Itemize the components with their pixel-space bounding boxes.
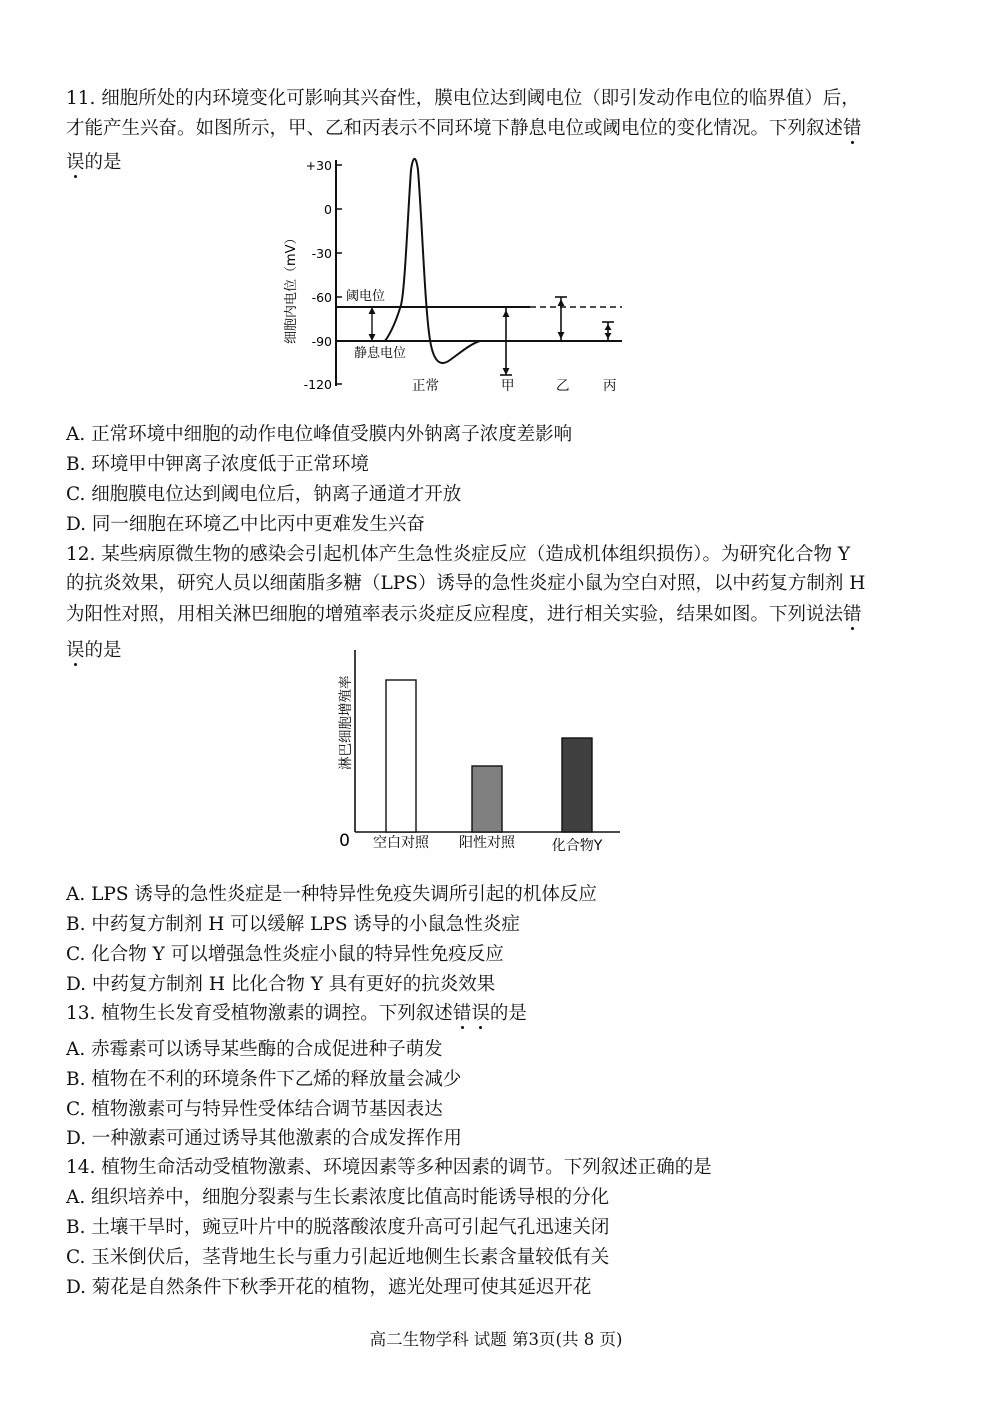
yaxis-label: 细胞内电位（mV）	[284, 231, 299, 344]
category-label: 化合物Y	[551, 838, 603, 854]
emphasis-dot-char: 误	[471, 1003, 490, 1024]
q12-option-b: B. 中药复方制剂 H 可以缓解 LPS 诱导的小鼠急性炎症	[66, 914, 520, 935]
q12-stem-line3: 为阳性对照，用相关淋巴细胞的增殖率表示炎症反应程度，进行相关实验，结果如图。下列说法错	[66, 604, 862, 625]
category-label: 空白对照	[373, 835, 429, 851]
ytick-label: -90	[311, 334, 332, 349]
q11-stem-line2: 才能产生兴奋。如图所示，甲、乙和丙表示不同环境下静息电位或阈电位的变化情况。下列叙述错	[66, 118, 862, 139]
q14-option-c: C. 玉米倒伏后，茎背地生长与重力引起近地侧生长素含量较低有关	[66, 1247, 610, 1268]
q11-option-c: C. 细胞膜电位达到阈电位后，钠离子通道才开放	[66, 484, 462, 505]
q11-option-a: A. 正常环境中细胞的动作电位峰值受膜内外钠离子浓度差影响	[66, 424, 573, 445]
condition-label: 乙	[556, 378, 570, 394]
ytick-label: +30	[305, 158, 332, 173]
q13-option-b: B. 植物在不利的环境条件下乙烯的释放量会减少	[66, 1069, 462, 1090]
emphasis-dot-char: 错	[452, 1003, 472, 1024]
category-label: 阳性对照	[459, 835, 515, 851]
q12-option-d: D. 中药复方制剂 H 比化合物 Y 具有更好的抗炎效果	[66, 974, 496, 995]
q12-stem-line4: 误的是	[66, 640, 122, 661]
q12-option-a: A. LPS 诱导的急性炎症是一种特异性免疫失调所引起的机体反应	[66, 884, 597, 905]
ytick-label: 0	[324, 202, 332, 217]
q13-option-d: D. 一种激素可通过诱导其他激素的合成发挥作用	[66, 1128, 462, 1149]
origin-label: 0	[339, 831, 350, 851]
q12-stem-line2: 的抗炎效果，研究人员以细菌脂多糖（LPS）诱导的急性炎症小鼠为空白对照，以中药复方制剂 H	[66, 573, 866, 594]
ytick-label: -120	[303, 377, 332, 392]
q11-option-d: D. 同一细胞在环境乙中比丙中更难发生兴奋	[66, 514, 425, 535]
condition-label: 甲	[501, 378, 515, 394]
emphasis-dot-char: 错	[843, 604, 862, 625]
q13-option-c: C. 植物激素可与特异性受体结合调节基因表达	[66, 1099, 443, 1120]
ytick-label: -60	[311, 290, 332, 305]
y-axis-label: 淋巴细胞增殖率	[338, 675, 354, 770]
emphasis-dot-char: 误	[66, 152, 85, 173]
ytick-label: -30	[311, 246, 332, 261]
q11-stem-line3: 误的是	[66, 152, 122, 173]
condition-label: 丙	[603, 378, 617, 394]
bar-1	[386, 680, 416, 832]
q13-option-a: A. 赤霉素可以诱导某些酶的合成促进种子萌发	[66, 1039, 443, 1060]
q11-option-b: B. 环境甲中钾离子浓度低于正常环境	[66, 454, 369, 475]
page-footer: 高二生物学科 试题 第3页(共 8 页)	[369, 1330, 623, 1349]
emphasis-dot-char: 错	[843, 118, 862, 139]
q12-stem-line1: 12. 某些病原微生物的感染会引起机体产生急性炎症反应（造成机体组织损伤）。为研究化合物 Y	[66, 544, 851, 565]
threshold-label: 阈电位	[346, 289, 386, 304]
emphasis-dot-char: 误	[66, 640, 85, 661]
q14-option-a: A. 组织培养中，细胞分裂素与生长素浓度比值高时能诱导根的分化	[66, 1187, 610, 1208]
bar-3	[562, 738, 592, 832]
q14-option-b: B. 土壤干旱时，豌豆叶片中的脱落酸浓度升高可引起气孔迅速关闭	[66, 1217, 610, 1238]
q11-stem-line1: 11. 细胞所处的内环境变化可影响其兴奋性，膜电位达到阈电位（即引发动作电位的临界值）后，	[66, 88, 860, 109]
action-potential-curve	[385, 159, 480, 363]
lymphocyte-proliferation-chart	[330, 640, 630, 860]
condition-label: 正常	[412, 378, 439, 394]
membrane-potential-figure	[280, 150, 640, 398]
q14-option-d: D. 菊花是自然条件下秋季开花的植物，遮光处理可使其延迟开花	[66, 1277, 592, 1298]
rest-label: 静息电位	[354, 346, 407, 361]
q12-option-c: C. 化合物 Y 可以增强急性炎症小鼠的特异性免疫反应	[66, 944, 504, 965]
q13-stem: 13. 植物生长发育受植物激素的调控。下列叙述错误的是	[66, 1003, 527, 1024]
bar-2	[472, 766, 502, 832]
q14-stem: 14. 植物生命活动受植物激素、环境因素等多种因素的调节。下列叙述正确的是	[66, 1157, 712, 1178]
